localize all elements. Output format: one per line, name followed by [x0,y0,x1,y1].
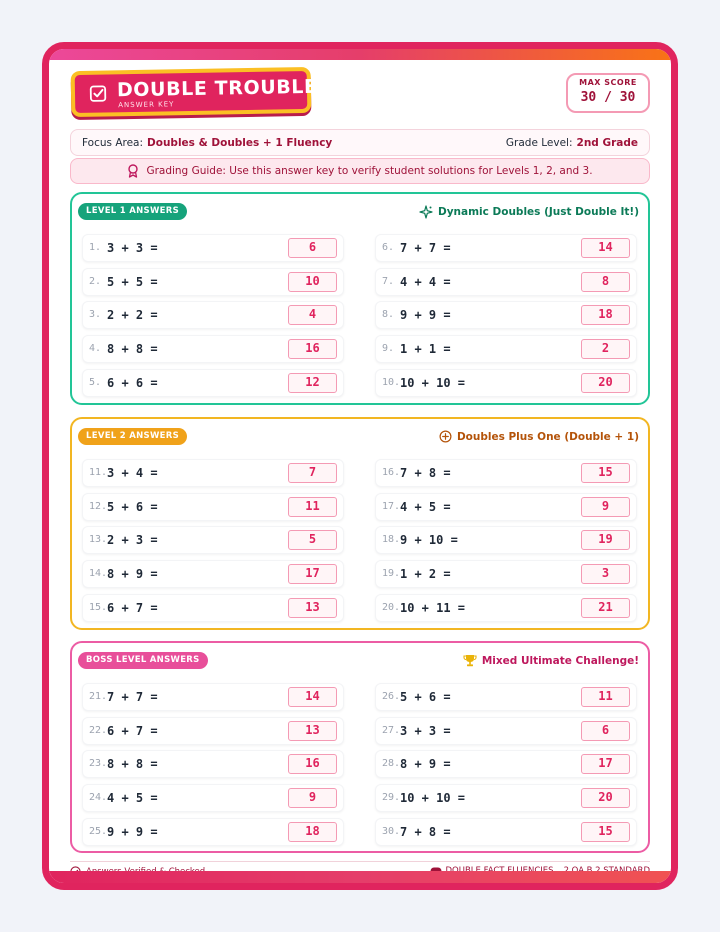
answer-box: 11 [288,497,337,517]
ribbon-icon [127,164,139,178]
problem-number: 29. [382,792,401,804]
problem-number: 9. [382,343,395,355]
answer-box: 15 [581,463,630,483]
problem-number: 8. [382,309,395,321]
problem-row [82,818,344,846]
problem-row [82,493,344,521]
problem-number: 13. [89,534,108,546]
problem-number: 6. [382,242,395,253]
problem-expression: 4 + 5 = [107,791,158,806]
grading-guide-text: Grading Guide: Use this answer key to verify student solutions for Levels 1, 2, and 3. [146,165,593,177]
level-1-pill: LEVEL 1 ANSWERS [78,203,187,220]
info-bar [70,129,650,156]
answer-box: 18 [581,305,630,325]
problem-row [375,234,637,262]
grading-guide-bar [70,158,650,184]
problem-expression: 3 + 3 = [400,723,451,738]
level-2-subtitle-text: Doubles Plus One (Double + 1) [456,430,639,443]
answer-box: 10 [288,272,337,292]
problem-number: 28. [382,758,401,770]
problem-expression: 8 + 9 = [400,757,451,772]
problem-number: 4. [89,343,102,355]
problem-row [82,234,344,262]
problem-number: 3. [89,309,102,321]
problem-expression: 10 + 10 = [400,791,466,806]
problem-number: 24. [89,792,108,804]
level-2-pill: LEVEL 2 ANSWERS [78,428,187,445]
problem-expression: 9 + 9 = [107,824,158,839]
problem-expression: 6 + 7 = [107,723,158,738]
problem-number: 15. [89,601,108,613]
problem-row [375,750,637,778]
problem-row [375,784,637,812]
problem-expression: 10 + 10 = [400,375,466,390]
problem-expression: 9 + 9 = [400,308,451,323]
problem-expression: 8 + 8 = [107,342,158,357]
problem-number: 22. [89,724,108,736]
grade-level [506,137,638,149]
title-badge [71,67,318,117]
focus-area-value: Doubles & Doubles + 1 Fluency [147,137,333,149]
problem-number: 1. [89,242,102,253]
answer-box: 20 [581,373,630,393]
page-title: DOUBLE TROUBLE [116,75,318,102]
grade-level-value: 2nd Grade [576,137,638,149]
level-1-section [70,192,650,405]
problem-number: 26. [382,691,401,702]
level-2-subtitle [439,430,639,443]
max-score-value: 30 / 30 [580,90,636,105]
problem-row [375,335,637,363]
problem-row [375,268,637,296]
answer-box: 18 [288,822,337,842]
problem-number: 25. [89,825,108,837]
problem-expression: 9 + 10 = [400,533,458,548]
answer-box: 7 [288,463,337,483]
max-score-label: MAX SCORE [579,78,637,87]
trophy-icon [463,654,477,667]
problem-expression: 7 + 8 = [400,824,451,839]
problem-number: 5. [89,376,102,388]
grade-level-label: Grade Level: [505,137,573,149]
problem-expression: 10 + 11 = [400,600,466,615]
problem-expression: 7 + 7 = [107,690,158,704]
problem-row [82,369,344,397]
problem-row [82,594,344,622]
problem-row [82,683,344,711]
problem-row [375,459,637,487]
answer-box: 5 [288,530,337,550]
problem-number: 17. [382,500,401,512]
problem-number: 19. [382,568,401,580]
problem-number: 16. [382,467,401,478]
level-1-subtitle-text: Dynamic Doubles (Just Double It!) [437,206,639,218]
problem-number: 2. [89,275,102,287]
problem-row [375,717,637,745]
problem-number: 21. [89,691,108,702]
problem-expression: 5 + 6 = [400,690,451,704]
answer-box: 9 [581,497,630,517]
answer-box: 8 [581,272,630,292]
problem-row [82,560,344,588]
answer-box: 3 [581,564,630,584]
answer-box: 17 [288,564,337,584]
problem-row [375,526,637,554]
answer-box: 6 [581,721,630,741]
problem-number: 20. [382,601,401,613]
problem-row [82,335,344,363]
problem-row [82,459,344,487]
top-accent-bar [49,49,671,60]
problem-row [82,526,344,554]
answer-box: 16 [288,754,337,774]
problem-expression: 7 + 8 = [400,466,451,480]
checkbox-check-icon [89,84,107,102]
answer-box: 13 [288,598,337,618]
problem-row [82,750,344,778]
boss-level-subtitle [463,654,639,667]
bottom-accent-bar [49,871,671,883]
max-score-box [566,73,650,113]
problem-number: 30. [382,825,401,837]
problem-row [375,369,637,397]
answer-box: 13 [288,721,337,741]
answer-box: 4 [288,305,337,325]
boss-level-pill: BOSS LEVEL ANSWERS [78,652,208,669]
problem-expression: 2 + 3 = [107,533,158,548]
problem-number: 11. [89,467,108,478]
problem-expression: 4 + 4 = [400,274,451,289]
problem-expression: 2 + 2 = [107,308,158,323]
problem-number: 27. [382,724,401,736]
problem-expression: 8 + 9 = [107,567,158,582]
answer-box: 9 [288,788,337,808]
problem-number: 18. [382,534,401,546]
problem-number: 7. [382,275,395,287]
problem-expression: 4 + 5 = [400,499,451,514]
problem-expression: 8 + 8 = [107,757,158,772]
problem-expression: 7 + 7 = [400,241,451,255]
page-subtitle: ANSWER KEY [118,100,175,110]
answer-box: 11 [581,687,630,707]
problem-row [375,818,637,846]
plus-circle-icon [439,430,452,443]
problem-number: 23. [89,758,108,770]
answer-box: 17 [581,754,630,774]
answer-box: 15 [581,822,630,842]
problem-expression: 5 + 6 = [107,499,158,514]
level-1-subtitle [419,205,639,219]
problem-row [375,594,637,622]
problem-number: 12. [89,500,108,512]
problem-number: 10. [382,376,401,388]
problem-number: 14. [89,568,108,580]
focus-area [82,137,332,149]
problem-expression: 6 + 6 = [107,375,158,390]
boss-level-subtitle-text: Mixed Ultimate Challenge! [481,654,639,667]
answer-box: 2 [581,339,630,359]
problem-row [375,683,637,711]
answer-box: 6 [288,238,337,258]
answer-box: 21 [581,598,630,618]
focus-area-label: Focus Area: [82,137,144,149]
problem-row [82,301,344,329]
problem-expression: 5 + 5 = [107,274,158,289]
problem-row [82,268,344,296]
answer-box: 19 [581,530,630,550]
answer-box: 20 [581,788,630,808]
boss-level-section [70,641,650,853]
problem-row [375,301,637,329]
problem-expression: 6 + 7 = [107,600,158,615]
answer-box: 16 [288,339,337,359]
problem-row [375,493,637,521]
problem-expression: 3 + 3 = [107,241,158,255]
problem-row [82,717,344,745]
level-2-section [70,417,650,630]
worksheet-page [42,42,678,890]
sparkle-icon [419,205,433,219]
problem-row [82,784,344,812]
answer-box: 14 [288,687,337,707]
answer-box: 12 [288,373,337,393]
problem-expression: 1 + 2 = [400,567,451,582]
answer-box: 14 [581,238,630,258]
problem-expression: 1 + 1 = [400,342,451,357]
problem-row [375,560,637,588]
problem-expression: 3 + 4 = [107,466,158,480]
